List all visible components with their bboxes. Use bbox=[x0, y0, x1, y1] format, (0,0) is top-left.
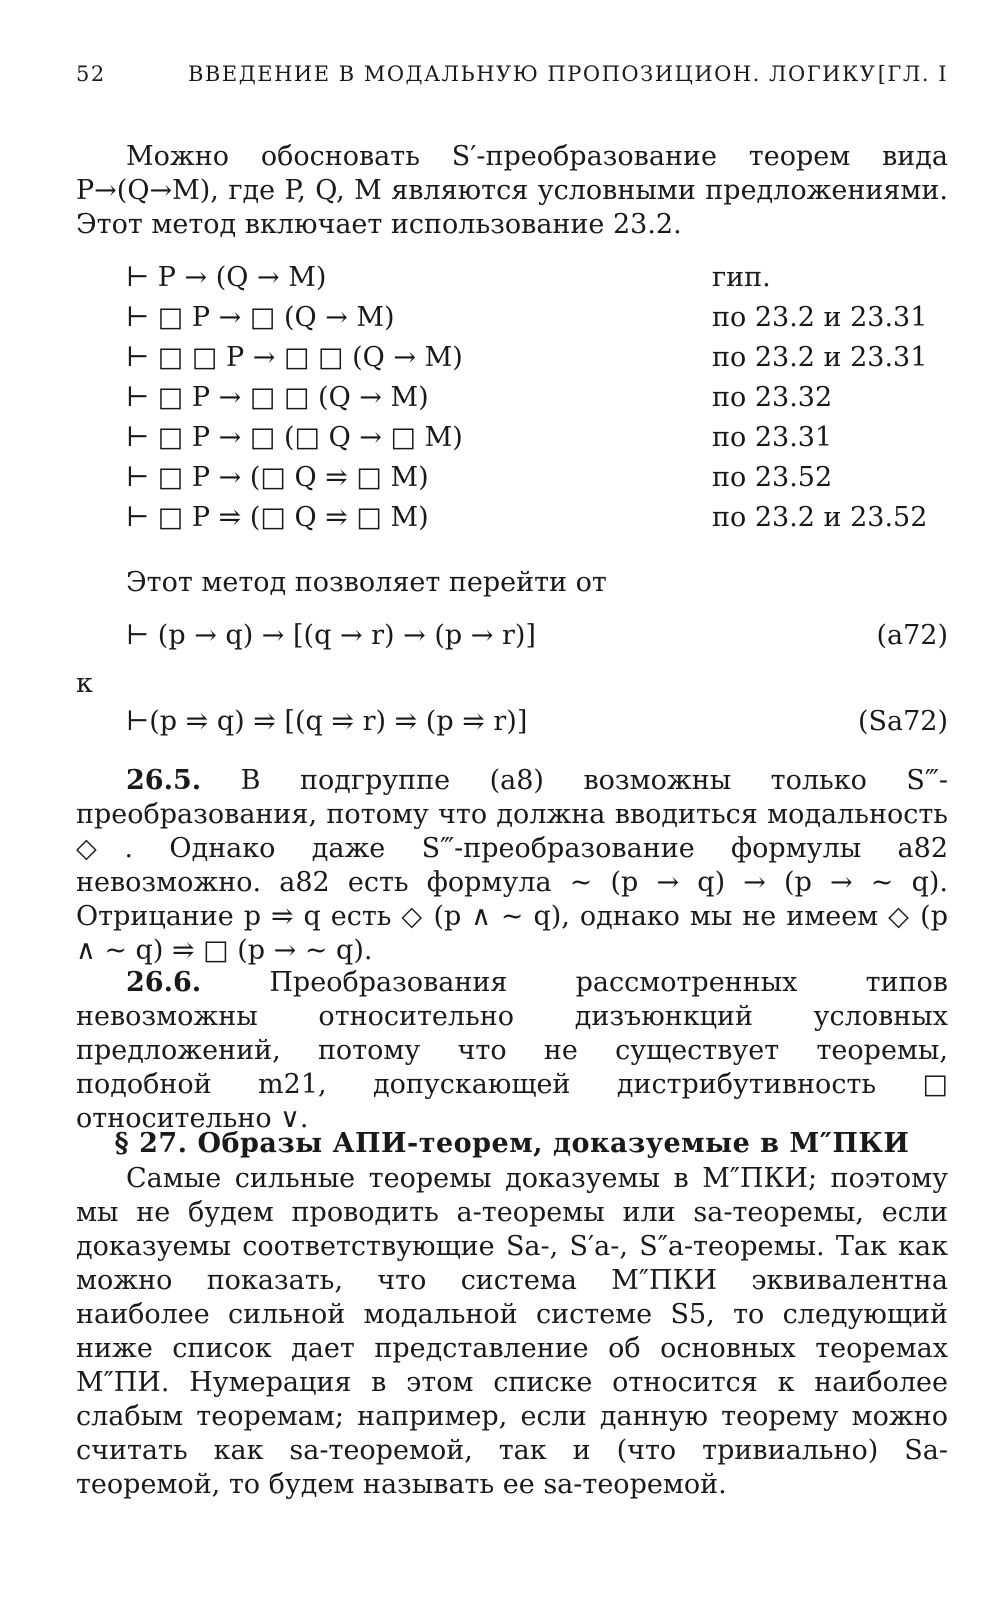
formula-a72 bbox=[76, 620, 948, 660]
proof-justification: гип. bbox=[712, 262, 771, 293]
proof-step bbox=[76, 302, 948, 342]
paragraph-number: 26.6. bbox=[126, 967, 202, 998]
proof-step bbox=[76, 462, 948, 502]
transition-paragraph: Этот метод позволяет перейти от bbox=[126, 567, 607, 598]
paragraph-text: Преобразования рассмотренных типов невозможны относительно дизъюнкций условных предложений, потому что не существует теоремы, подобной m21, допускающей дистрибутивность □ относительно ∨. bbox=[76, 967, 948, 1134]
chapter-label: [ГЛ. I bbox=[877, 62, 948, 86]
page-header bbox=[76, 62, 948, 98]
paragraph-number: 26.5. bbox=[126, 765, 202, 796]
proof-justification: по 23.31 bbox=[712, 422, 833, 453]
page-number: 52 bbox=[76, 62, 106, 86]
proof-step bbox=[76, 502, 948, 542]
formula-text: ⊢(p ⥤ q) ⥤ [(q ⥤ r) ⥤ (p ⥤ r)] bbox=[126, 706, 528, 737]
proof-formula: ⊢ □ P → (□ Q ⥤ □ M) bbox=[126, 462, 429, 493]
section-paragraph: Самые сильные теоремы доказуемы в M″ПКИ; поэтому мы не будем проводить a-теоремы или sa-теоремы, если доказуемы соответствующие Sa-, S′a-, S″a-теоремы. Так как можно показать, что система M″ПКИ эквивалентна наиболее сильной модальной системе S5, то следующий ниже список дает представление об основных теоремах M″ПИ. Нумерация в этом списке относится к наиболее слабым теоремам; например, если данную теорему можно считать как sa-теоремой, так и (что тривиально) Sa-теоремой, то будем называть ее sa-теоремой. bbox=[76, 1163, 948, 1500]
formula-tag: (a72) bbox=[876, 620, 948, 651]
proof-justification: по 23.32 bbox=[712, 382, 833, 413]
running-title: ВВЕДЕНИЕ В МОДАЛЬНУЮ ПРОПОЗИЦИОН. ЛОГИКУ bbox=[188, 62, 877, 86]
proof-formula: ⊢ □ □ P → □ □ (Q → M) bbox=[126, 342, 463, 373]
proof-justification: по 23.52 bbox=[712, 462, 833, 493]
proof-formula: ⊢ P → (Q → M) bbox=[126, 262, 327, 293]
paragraph-26-5 bbox=[76, 764, 948, 968]
proof-justification: по 23.2 и 23.31 bbox=[712, 302, 928, 333]
proof-justification: по 23.2 и 23.52 bbox=[712, 502, 928, 533]
proof-formula: ⊢ □ P → □ □ (Q → M) bbox=[126, 382, 429, 413]
proof-step bbox=[76, 342, 948, 382]
formula-sa72 bbox=[76, 706, 948, 746]
connective-word: к bbox=[76, 668, 93, 699]
paragraph-text: В подгруппе (a8) возможны только S‴-преобразования, потому что должна вводиться модальность ◇. Однако даже S‴-преобразование формулы a82 невозможно. a82 есть формула ~ (p → q) → (p → ~ q). Отрицание p ⥤ q есть ◇ (p ∧ ~ q), однако мы не имеем ◇ (p ∧ ~ q) ⥤ □ (p → ~ q). bbox=[76, 765, 948, 966]
proof-step bbox=[76, 382, 948, 422]
section-heading: § 27. Образы АПИ-теорем, доказуемые в M″ПКИ bbox=[114, 1128, 910, 1159]
proof-formula: ⊢ □ P → □ (Q → M) bbox=[126, 302, 395, 333]
proof-formula: ⊢ □ P → □ (□ Q → □ M) bbox=[126, 422, 463, 453]
proof-step bbox=[76, 262, 948, 302]
proof-justification: по 23.2 и 23.31 bbox=[712, 342, 928, 373]
intro-paragraph: Можно обосновать S′-преобразование теорем вида P→(Q→M), где P, Q, M являются условными предложениями. Этот метод включает использование 23.2. bbox=[76, 141, 948, 240]
proof-step bbox=[76, 422, 948, 462]
paragraph-26-6 bbox=[76, 966, 948, 1136]
formula-text: ⊢ (p → q) → [(q → r) → (p → r)] bbox=[126, 620, 536, 651]
proof-formula: ⊢ □ P ⥤ (□ Q ⥤ □ M) bbox=[126, 502, 429, 533]
formula-tag: (Sa72) bbox=[857, 706, 948, 737]
